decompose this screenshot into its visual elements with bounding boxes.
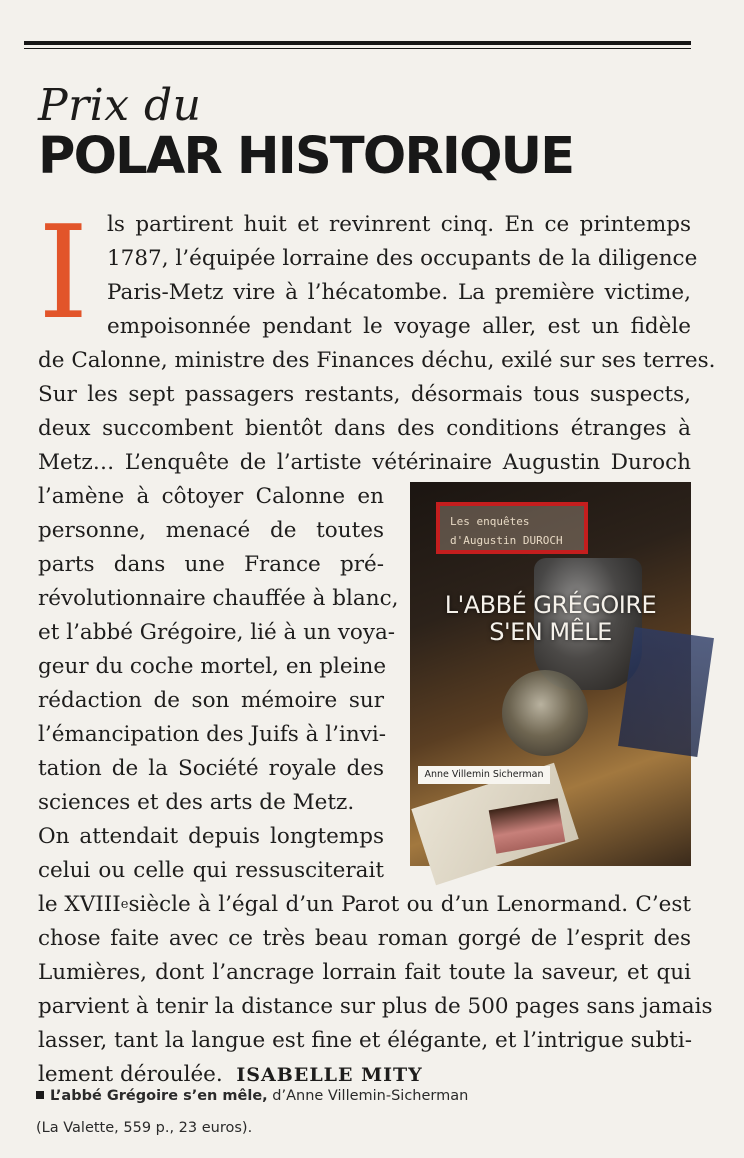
book-credit-details: (La Valette, 559 p., 23 euros). xyxy=(36,1120,253,1136)
body-line: sciences et des arts de Metz. xyxy=(38,790,355,815)
body-line: l’amène à côtoyer Calonne en xyxy=(38,484,384,509)
cover-blue-cloth xyxy=(618,627,714,757)
body-line-century xyxy=(38,888,691,922)
body-line: Lumières, dont l’ancrage lorrain fait toute la saveur, et qui xyxy=(38,960,691,985)
body-line: empoisonnée pendant le voyage aller, est un fidèle xyxy=(107,314,691,339)
body-line: Metz… L’enquête de l’artiste vétérinaire Augustin Duroch xyxy=(38,450,691,475)
cover-series-stamp xyxy=(436,502,588,554)
body-line: On attendait depuis longtemps xyxy=(38,824,384,849)
final-text: lement déroulée. xyxy=(38,1062,223,1087)
article-kicker: Prix du xyxy=(38,80,202,131)
body-line: geur du coche mortel, en pleine xyxy=(38,654,387,679)
body-line: ls partirent huit et revinrent cinq. En ce printemps xyxy=(107,212,691,237)
cover-goblet xyxy=(502,670,588,756)
cover-title-line2: S'EN MÊLE xyxy=(489,618,612,646)
body-line: Paris-Metz vire à l’hécatombe. La première victime, xyxy=(107,280,691,305)
body-line: révolutionnaire chauffée à blanc, xyxy=(38,586,399,611)
body-line: tation de la Société royale des xyxy=(38,756,384,781)
body-line: rédaction de son mémoire sur xyxy=(38,688,384,713)
body-line: 1787, l’équipée lorraine des occupants de la diligence xyxy=(107,246,698,271)
body-line: Sur les sept passagers restants, désormais tous suspects, xyxy=(38,382,691,407)
body-line: lasser, tant la langue est fine et élégante, et l’intrigue subti- xyxy=(38,1028,693,1053)
body-line: chose faite avec ce très beau roman gorgé de l’esprit des xyxy=(38,926,691,951)
author-signature: ISABELLE MITY xyxy=(236,1064,423,1086)
body-line: personne, menacé de toutes xyxy=(38,518,384,543)
body-line: parts dans une France pré- xyxy=(38,552,384,577)
cover-series-line2: d'Augustin DUROCH xyxy=(450,534,563,547)
century-superscript: e xyxy=(120,897,129,912)
top-rule-thick xyxy=(24,41,691,45)
century-line-rest: siècle à l’égal d’un Parot ou d’un Lenormand. C’est xyxy=(128,892,692,917)
credit-book-title: L’abbé Grégoire s’en mêle, xyxy=(50,1088,268,1104)
body-line: parvient à tenir la distance sur plus de 500 pages sans jamais xyxy=(38,994,713,1019)
top-rule-thin xyxy=(24,48,691,49)
body-line: celui ou celle qui ressusciterait xyxy=(38,858,384,883)
body-line: deux succombent bientôt dans des conditions étranges à xyxy=(38,416,691,441)
body-line: de Calonne, ministre des Finances déchu, exilé sur ses terres. xyxy=(38,348,716,373)
book-cover-image xyxy=(410,482,691,866)
cover-title-line1: L'ABBÉ GRÉGOIRE xyxy=(444,591,657,619)
drop-cap: I xyxy=(38,199,89,348)
body-line: et l’abbé Grégoire, lié à un voya- xyxy=(38,620,396,645)
cover-series-line1: Les enquêtes xyxy=(450,515,530,528)
cover-title xyxy=(410,592,691,646)
bullet-square-icon xyxy=(36,1091,44,1099)
article-headline: POLAR HISTORIQUE xyxy=(38,127,574,186)
body-line: l’émancipation des Juifs à l’invi- xyxy=(38,722,387,747)
book-credit xyxy=(36,1086,468,1106)
century-roman: le XVIII xyxy=(38,892,121,917)
credit-author: d’Anne Villemin-Sicherman xyxy=(267,1088,469,1104)
cover-author: Anne Villemin Sicherman xyxy=(418,766,550,784)
